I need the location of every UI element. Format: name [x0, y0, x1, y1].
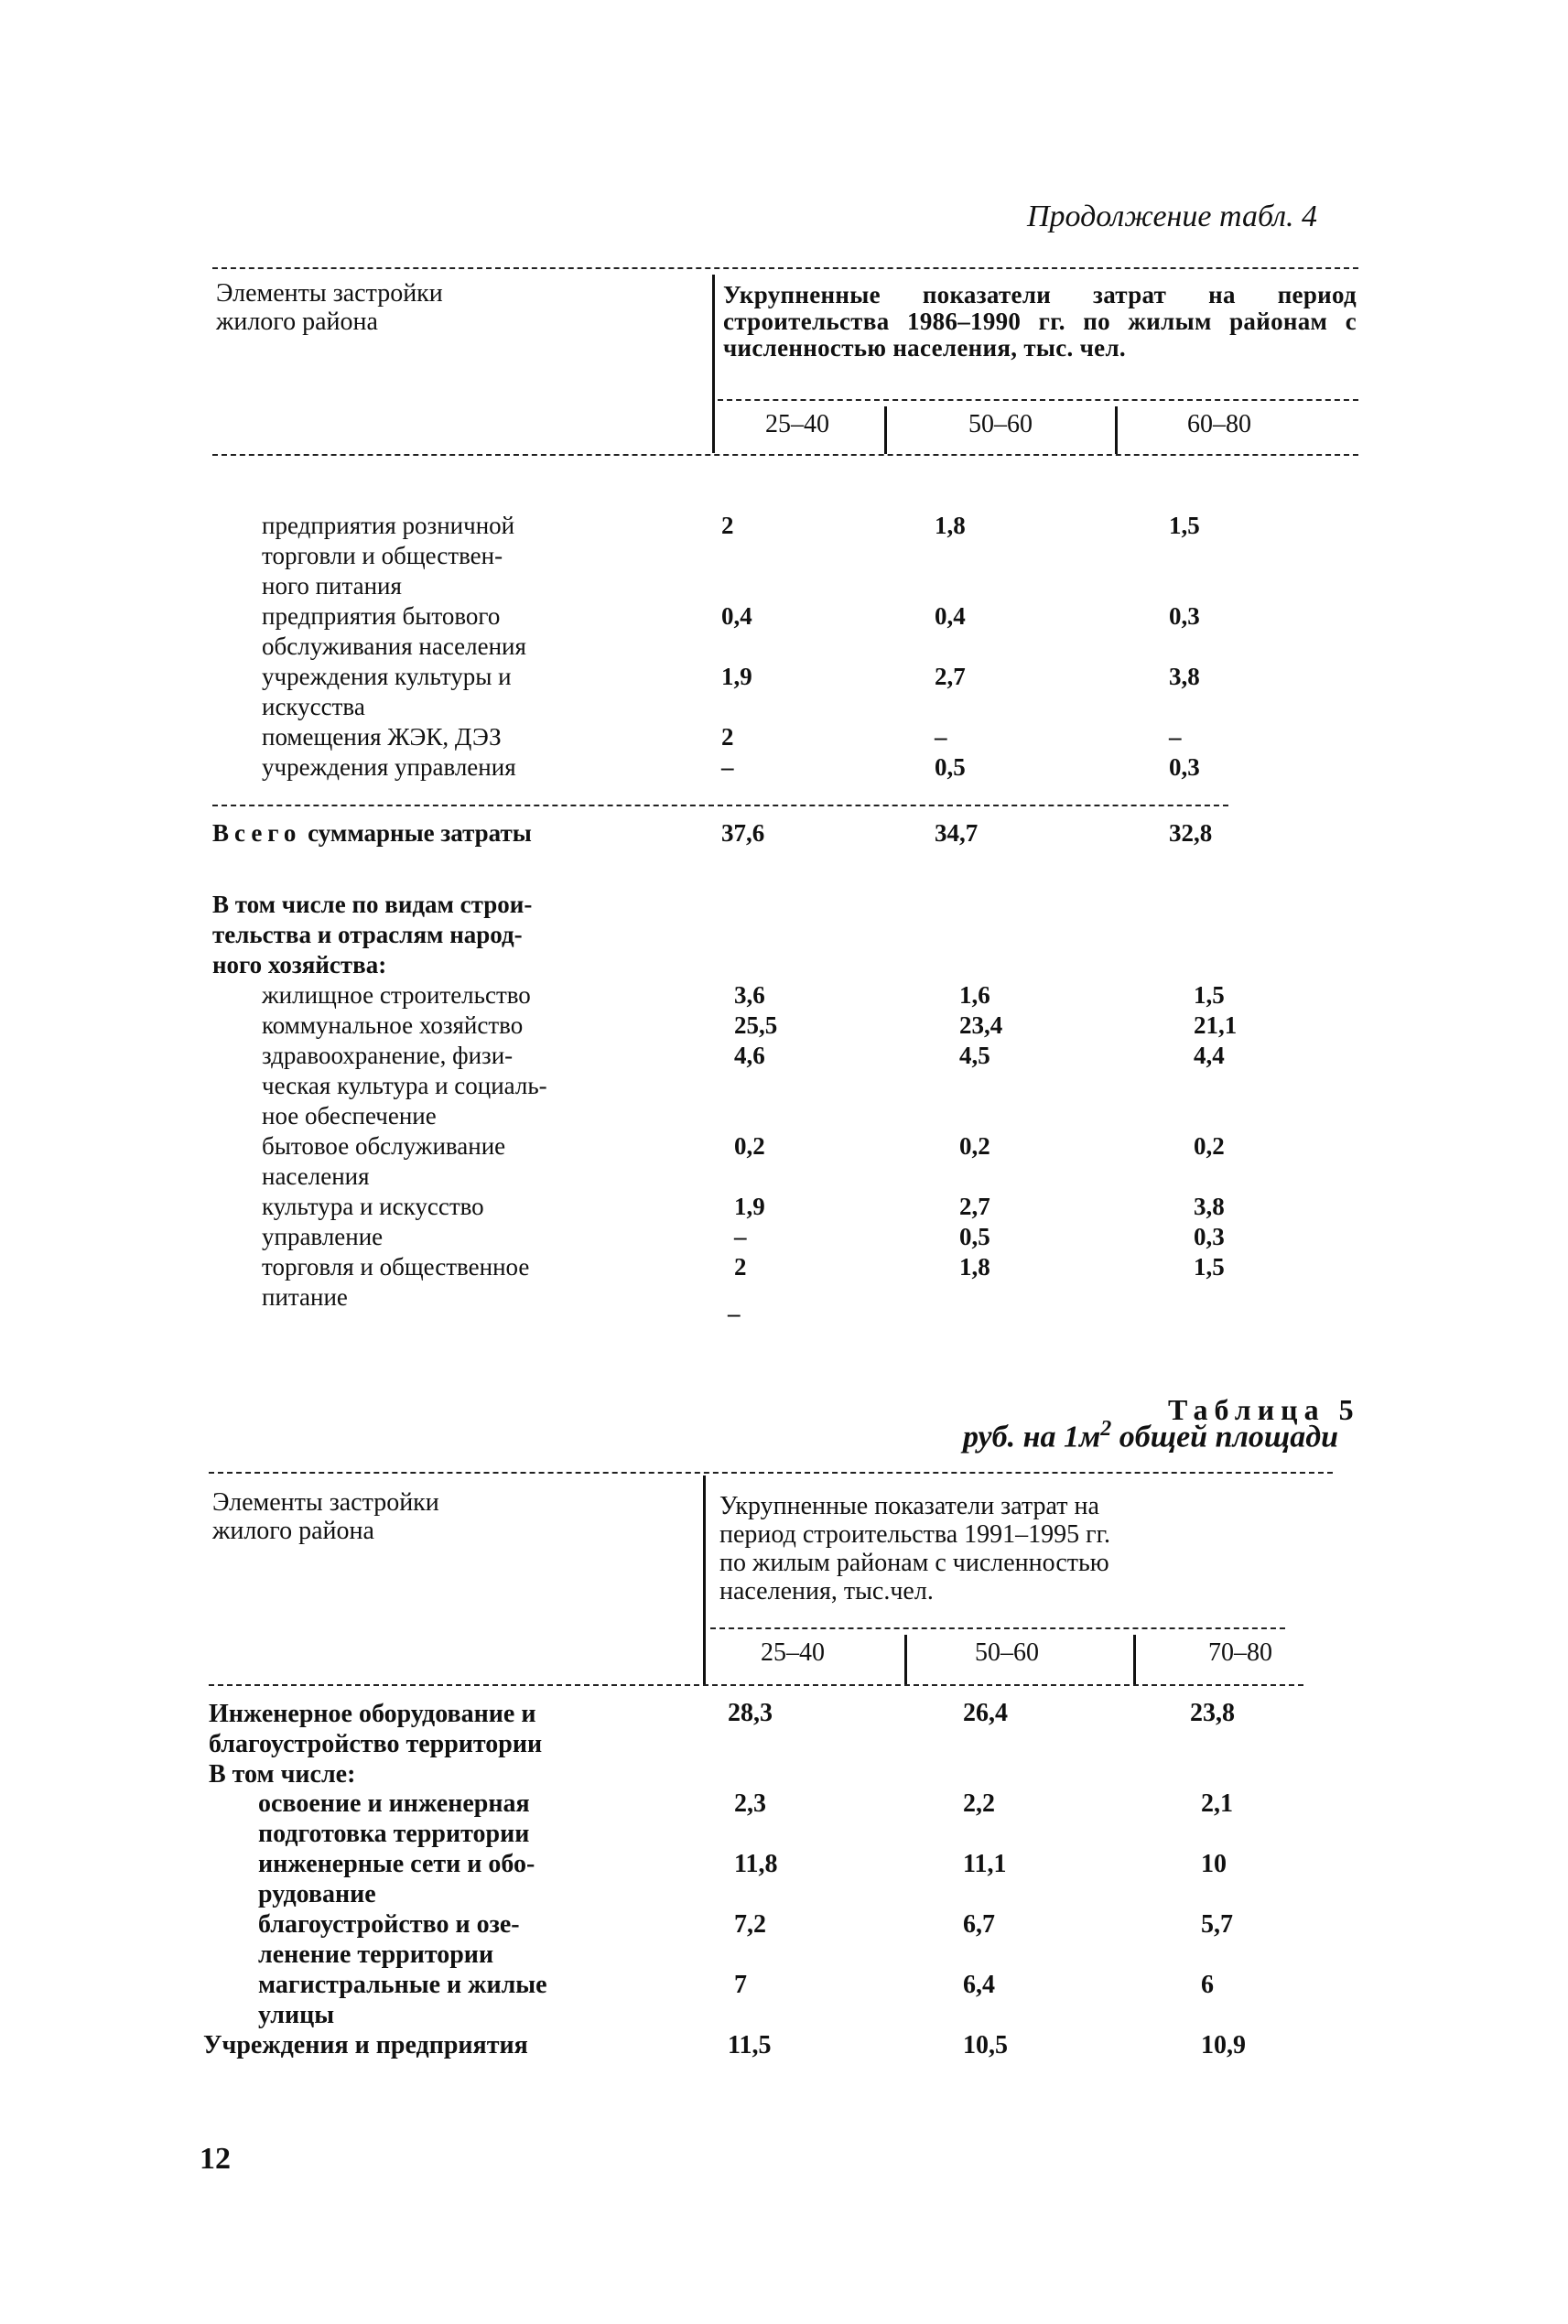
table4-header-indicators: Укрупненные показатели затрат на период строительства 1986–1990 гг. по жилым районам с численностью населения, тыс. чел. [723, 281, 1357, 362]
table-row: здравоохранение, физи- ческая культура и социаль- ное обеспечение 4,6 4,5 4,4 [262, 1042, 1225, 1130]
table-row: Учреждения и предприятия 11,5 10,5 10,9 [203, 2031, 1246, 2059]
table4-col2-header: 50–60 [968, 410, 1033, 438]
table4-header-left-line2: жилого района [216, 308, 378, 336]
table-row: магистральные и жилые улицы 7 6,4 6 [258, 1971, 1214, 2029]
table5-col-divider2 [1133, 1635, 1136, 1684]
page-number: 12 [200, 2142, 231, 2176]
table5-units: руб. на $1м^2$ общей площади [963, 1417, 1339, 1454]
table5-header-left-line2: жилого района [212, 1517, 374, 1545]
table-row: помещения ЖЭК, ДЭЗ 2 – – [262, 723, 1182, 751]
table5-subheader-rule [710, 1627, 1285, 1629]
table4-subheader-rule [718, 399, 1358, 401]
table5-col2-header: 50–60 [975, 1638, 1039, 1667]
table4-total-rule [212, 805, 1228, 806]
table-row: Всего суммарные затраты 37,6 34,7 32,8 [212, 819, 1213, 847]
table5-header-bottom-rule [209, 1684, 1303, 1686]
table-row: культура и искусство 1,9 2,7 3,8 [262, 1193, 1225, 1220]
stray-dash: – [728, 1300, 741, 1327]
table-row: коммунальное хозяйство 25,5 23,4 21,1 [262, 1011, 1238, 1039]
table-row: предприятия розничной торговли и обществен- ного питания 2 1,8 1,5 [262, 512, 1200, 600]
table5-header-divider [703, 1475, 706, 1684]
table5-row-engineering: Инженерное оборудование и благоустройство территории В том числе: [209, 1700, 543, 1789]
table4-header-elements [216, 279, 674, 336]
table5-col3-header: 70–80 [1208, 1638, 1272, 1667]
table5-row0-v1: 28,3 [728, 1699, 773, 1727]
table-row: учреждения культуры и искусства 1,9 2,7 3,8 [262, 663, 1200, 720]
table-row: управление – 0,5 0,3 [262, 1223, 1225, 1250]
table5-col1-header: 25–40 [761, 1638, 825, 1667]
table-row: жилищное строительство 3,6 1,6 1,5 [262, 981, 1225, 1009]
table5-row0-v3: 23,8 [1190, 1699, 1235, 1727]
table4-top-rule [212, 267, 1358, 269]
table4-header-bottom-rule [212, 454, 1358, 456]
table-row: благоустройство и озе- ленение территории 7,2 6,7 5,7 [258, 1910, 1233, 1969]
table4-header-divider [712, 275, 715, 453]
table-row: бытовое обслуживание населения 0,2 0,2 0,2 [262, 1132, 1225, 1190]
table5-header-left-line1: Элементы застройки [212, 1488, 439, 1517]
table5-rows-block [258, 1789, 1233, 2030]
table5-header-indicators: Укрупненные показатели затрат на период строительства 1991–1995 гг. по жилым районам с численностью населения, тыс.чел. [719, 1492, 1110, 1605]
table4-rows-block1 [262, 511, 1200, 783]
table5-top-rule [209, 1472, 1333, 1474]
table5-last-row [203, 2030, 1246, 2060]
table5-header-elements [212, 1488, 670, 1545]
table-row: освоение и инженерная подготовка территории 2,3 2,2 2,1 [258, 1789, 1233, 1848]
table4-col3-header: 60–80 [1187, 410, 1251, 438]
table4-including-heading: В том числе по видам строи- тельства и отраслям народ- ного хозяйства: [212, 891, 533, 978]
table4-rows-block2 [262, 980, 1237, 1313]
table-row: торговля и общественное питание 2 1,8 1,5 [262, 1253, 1225, 1311]
table5-row0-v2: 26,4 [963, 1699, 1008, 1727]
table4-col1-header: 25–40 [765, 410, 829, 438]
table-row: инженерные сети и обо- рудование 11,8 11,1 10 [258, 1850, 1227, 1908]
table-row: учреждения управления – 0,5 0,3 [262, 753, 1200, 781]
table5-title: Таблица 5 [1168, 1393, 1360, 1426]
table4-col-divider2 [1115, 406, 1118, 454]
table4-continuation-caption: Продолжение табл. 4 [1027, 200, 1318, 233]
table4-header-left-line1: Элементы застройки [216, 279, 443, 308]
table-row: предприятия бытового обслуживания населения 0,4 0,4 0,3 [262, 602, 1200, 660]
table4-total [212, 818, 1212, 849]
